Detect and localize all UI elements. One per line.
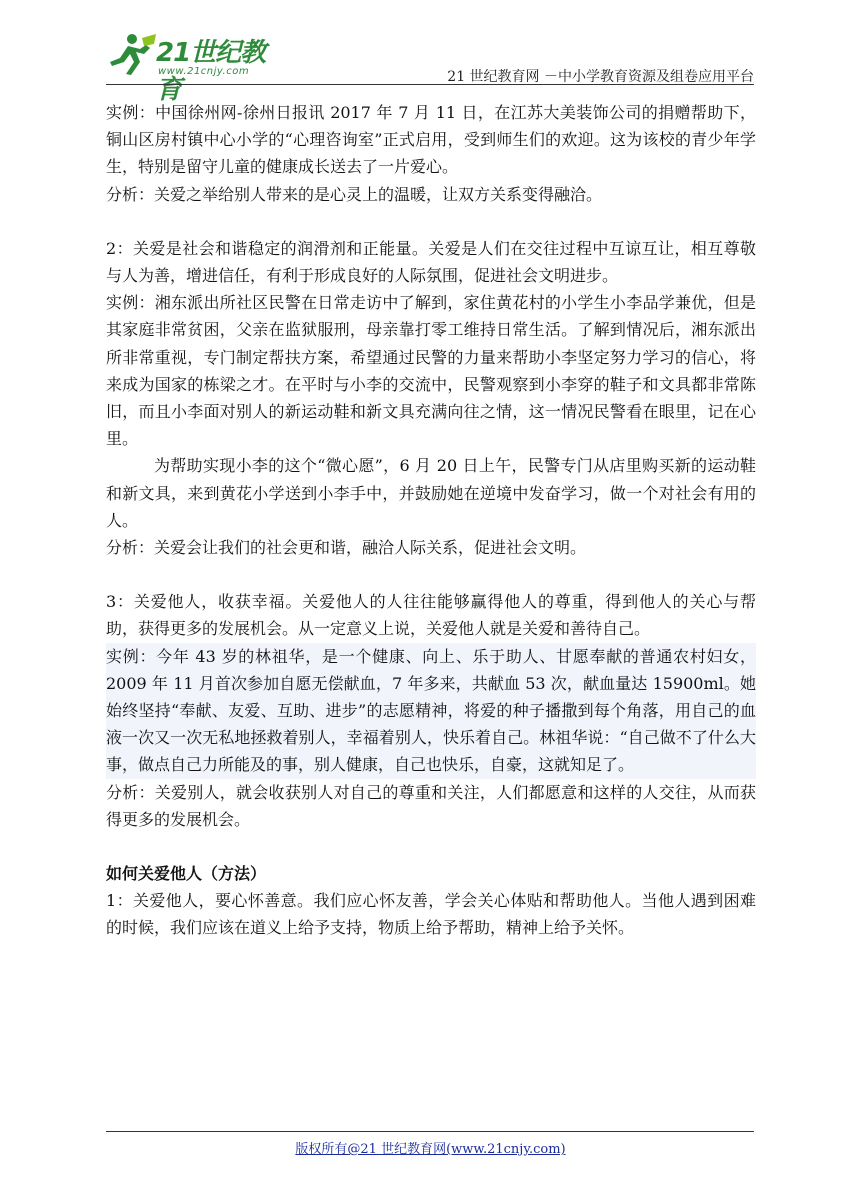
logo-text: 21世纪教育 [156,38,266,105]
paragraph: 实例：中国徐州网-徐州日报讯 2017 年 7 月 11 日，在江苏大美装饰公司的捐赠帮助下，铜山区房村镇中心小学的“心理咨询室”正式启用，受到师生们的欢迎。这为该校的青少年学生，特别是留守儿童的健康成长送去了一片爱心。 [106,103,756,177]
paragraph-spacer [106,208,756,235]
paragraph: 为帮助实现小李的这个“微心愿”，6 月 20 日上午，民警专门从店里购买新的运动鞋和新文具，来到黄花小学送到小李手中，并鼓励她在逆境中发奋学习，做一个对社会有用的人。 [106,456,756,530]
section-heading: 如何关爱他人（方法） [106,864,267,884]
header-divider [106,84,754,85]
paragraph: 2：关爱是社会和谐稳定的润滑剂和正能量。关爱是人们在交往过程中互谅互让，相互尊敬与人为善，增进信任，有利于形成良好的人际氛围，促进社会文明进步。 [106,238,756,286]
paragraph: 分析：关爱之举给别人带来的是心灵上的温暖，让双方关系变得融洽。 [106,184,603,204]
paragraph-spacer [106,561,756,588]
logo-url: www.21cnjy.com [158,66,250,77]
header-tagline: 21 世纪教育网 －中小学教育资源及组卷应用平台 [447,69,754,85]
running-figure-icon [106,32,160,76]
paragraph: 1：关爱他人，要心怀善意。我们应心怀友善，学会关心体贴和帮助他人。当他人遇到困难的时候，我们应该在道义上给予支持，物质上给予帮助，精神上给予关怀。 [106,891,756,938]
paragraph: 实例：湘东派出所社区民警在日常走访中了解到，家住黄花村的小学生小李品学兼优，但是其家庭非常贫困，父亲在监狱服刑，母亲靠打零工维持日常生活。了解到情况后，湘东派出所非常重视，专门制定帮扶方案，希望通过民警的力量来帮助小李坚定努力学习的信心，将来成为国家的栋梁之才。在平时与小李的交流中，民警观察到小李穿的鞋子和文具都非常陈旧，而且小李面对别人的新运动鞋和新文具充满向往之情，这一情况民警看在眼里，记在心里。 [106,293,756,449]
footer-divider [106,1131,754,1132]
paragraph: 分析：关爱会让我们的社会更和谐，融洽人际关系，促进社会文明。 [106,538,587,558]
paragraph-spacer [106,833,756,860]
paragraph: 分析：关爱别人，就会收获别人对自己的尊重和关注，人们都愿意和这样的人交往，从而获得更多的发展机会。 [106,782,756,829]
document-body [106,99,756,942]
paragraph: 3：关爱他人，收获幸福。关爱他人的人往往能够赢得他人的尊重，得到他人的关心与帮助，获得更多的发展机会。从一定意义上说，关爱他人就是关爱和善待自己。 [106,592,756,639]
page-header [106,30,754,105]
highlighted-paragraph: 实例：今年 43 岁的林祖华，是一个健康、向上、乐于助人、甘愿奉献的普通农村妇女，2009 年 11 月首次参加自愿无偿献血，7 年多来，共献血 53 次，献血量达 15900ml。她始终坚持“奉献、友爱、互助、进步”的志愿精神，将爱的种子播撒到每个角落，用自己的血液一次又一次无私地拯救着别人，幸福着别人，快乐着自己。林祖华说：“自己做不了什么大事，做点自己力所能及的事，别人健康，自己也快乐，自豪，这就知足了。 [106,643,756,779]
site-logo[interactable] [106,30,286,105]
copyright-link[interactable]: 版权所有@21 世纪教育网(www.21cnjy.com) [295,1142,566,1157]
